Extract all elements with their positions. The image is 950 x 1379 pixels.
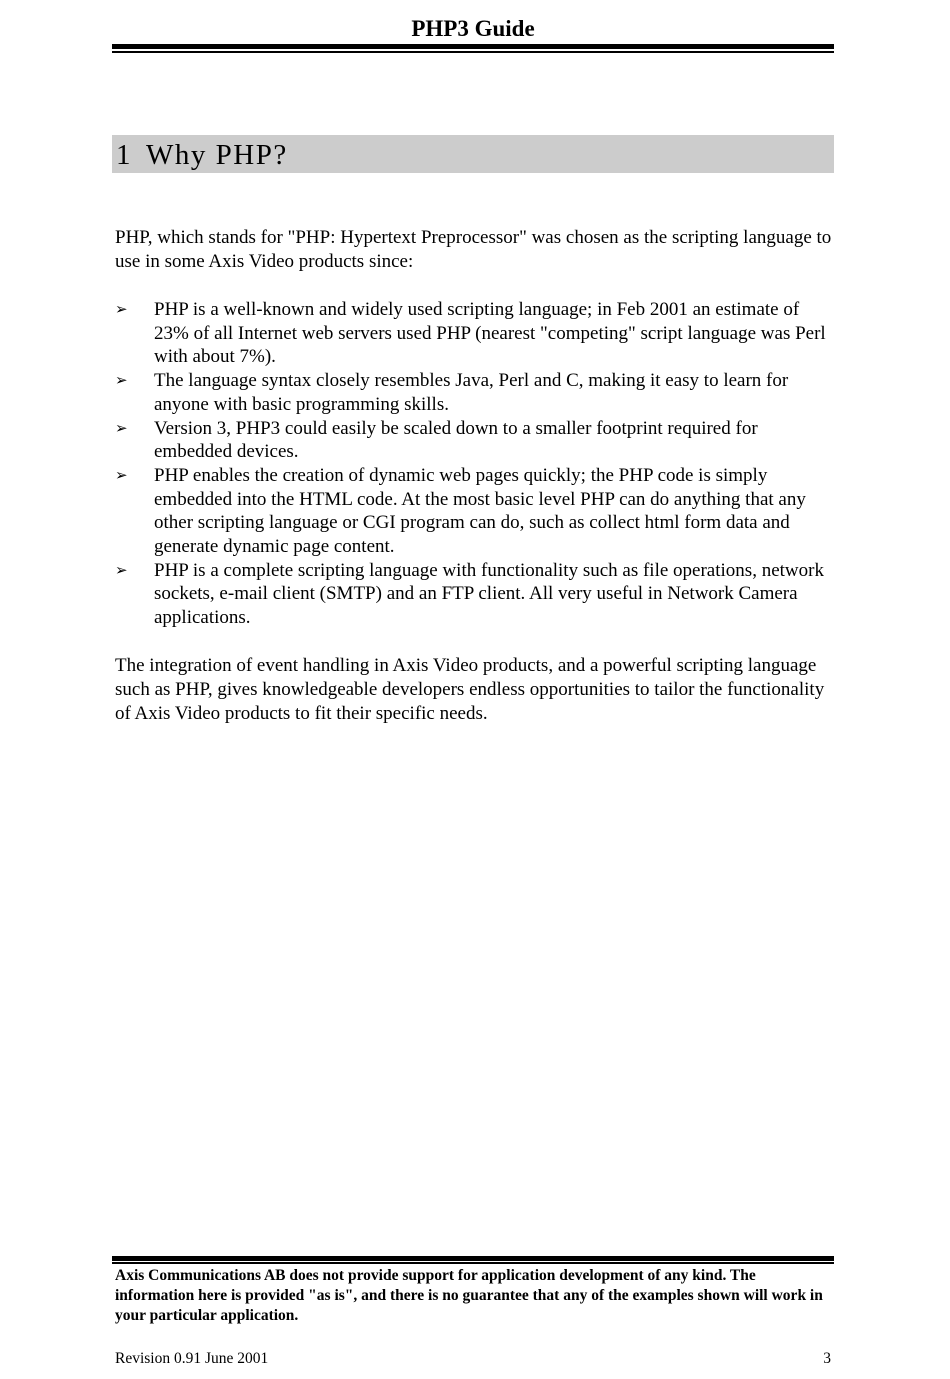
arrow-bullet-icon: ➢ bbox=[115, 371, 128, 390]
reasons-list bbox=[115, 298, 835, 630]
arrow-bullet-icon: ➢ bbox=[115, 418, 128, 437]
section-number: 1 bbox=[116, 139, 132, 171]
arrow-bullet-icon: ➢ bbox=[115, 560, 128, 579]
list-item bbox=[115, 559, 835, 630]
conclusion-paragraph: The integration of event handling in Axis Video products, and a powerful scripting language such as PHP, gives knowledgeable developers endless opportunities to tailor the functionality of Axis Video products to fit their specific needs. bbox=[115, 655, 825, 724]
header-rule-thin bbox=[112, 51, 834, 53]
page-number: 3 bbox=[823, 1350, 831, 1367]
list-item bbox=[115, 298, 835, 369]
list-item-text: PHP is a well-known and widely used scripting language; in Feb 2001 an estimate of 23% of all Internet web servers used PHP (nearest "competing" script language was Perl with about 7%). bbox=[154, 299, 826, 368]
list-item-text: The language syntax closely resembles Java, Perl and C, making it easy to learn for anyone with basic programming skills. bbox=[154, 370, 789, 415]
list-item-text: PHP is a complete scripting language with functionality such as file operations, network sockets, e-mail client (SMTP) and an FTP client. All very useful in Network Camera applications. bbox=[154, 559, 824, 629]
footer-rule-thick bbox=[112, 1256, 834, 1261]
header-rule-thick bbox=[112, 44, 834, 49]
footer-disclaimer: Axis Communications AB does not provide support for application development of any kind. The information here is provided "as is", and there is no guarantee that any of the examples shown will work in your particular application. bbox=[115, 1267, 823, 1324]
list-item-text: PHP enables the creation of dynamic web pages quickly; the PHP code is simply embedded into the HTML code. At the most basic level PHP can do anything that any other scripting language or CGI program can do, such as collect html form data and generate dynamic page content. bbox=[154, 464, 806, 558]
list-item bbox=[115, 417, 835, 464]
footer-rule-thin bbox=[112, 1262, 834, 1264]
section-heading bbox=[112, 135, 834, 173]
section-title: Why PHP? bbox=[146, 139, 288, 171]
revision-label: Revision 0.91 June 2001 bbox=[115, 1350, 269, 1367]
arrow-bullet-icon: ➢ bbox=[115, 300, 128, 318]
arrow-bullet-icon: ➢ bbox=[115, 465, 128, 484]
list-item bbox=[115, 464, 835, 559]
list-item bbox=[115, 369, 835, 416]
list-item-text: Version 3, PHP3 could easily be scaled down to a smaller footprint required for embedded devices. bbox=[154, 417, 758, 463]
intro-paragraph: PHP, which stands for "PHP: Hypertext Preprocessor" was chosen as the scripting language to use in some Axis Video products since: bbox=[115, 227, 832, 272]
page-header-title: PHP3 Guide bbox=[411, 16, 535, 41]
